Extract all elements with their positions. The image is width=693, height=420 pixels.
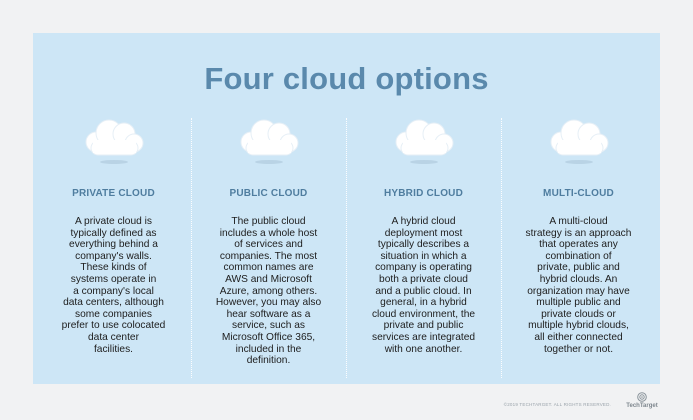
text-line: included in the [235,343,302,355]
text-line: hear software as a [226,308,311,320]
column-description [209,216,329,367]
text-line: multiple hybrid clouds, [528,320,629,332]
column-heading: PUBLIC CLOUD [229,188,308,199]
text-line: data centers, although [63,297,164,309]
column-public-cloud [191,115,346,367]
cloud-icon [236,115,302,167]
text-line: These kinds of [80,262,147,274]
text-line: organization may have [527,285,630,297]
text-line: prefer to use colocated [61,320,166,332]
text-line: that operates any [539,239,618,251]
text-line: includes a whole host [219,227,318,239]
text-line: systems operate in [70,273,157,285]
text-line: data center [88,331,139,343]
text-line: A multi-cloud [549,216,608,227]
techtarget-logo-icon [636,392,648,402]
cloud-icon [391,115,457,167]
column-hybrid-cloud [346,115,501,355]
text-line: with one another. [384,343,463,355]
text-line: deployment most [384,227,463,239]
column-heading: HYBRID CLOUD [383,188,464,199]
text-line: companies. The most [219,250,318,262]
column-private-cloud [36,115,191,355]
text-line: hybrid clouds. An [539,273,618,285]
text-line: of services and [234,239,303,251]
cloud-icon [81,115,147,167]
brand-logo [624,392,660,409]
text-line: Azure, among others. [219,285,318,297]
text-line: multiple public and [536,297,621,309]
column-multi-cloud [501,115,656,355]
text-line: combination of [545,250,612,262]
infographic-panel [33,33,660,384]
column-description [519,216,639,355]
text-line: cloud environment, the [371,308,476,320]
column-description [54,216,174,355]
copyright-notice: ©2019 TECHTARGET. ALL RIGHTS RESERVED. [503,402,611,407]
text-line: typically describes a [377,239,470,251]
text-line: situation in which a [380,250,467,262]
text-line: company is operating [375,262,472,274]
text-line: a company's local [73,285,154,297]
text-line: all either connected [534,331,623,343]
text-line: services are integrated [371,331,476,343]
text-line: and a public cloud. In [375,285,472,297]
cloud-icon [546,115,612,167]
column-description [364,216,484,355]
brand-name: TechTarget [626,403,658,409]
text-line: both a private cloud [379,273,468,285]
text-line: Microsoft Office 365, [221,331,316,343]
page-title: Four cloud options [204,61,489,96]
text-line: However, you may also [215,297,322,309]
text-line: some companies [74,308,152,320]
text-line: typically defined as [70,227,157,239]
text-line: general, in a hybrid [380,297,467,309]
text-line: The public cloud [231,216,306,227]
text-line: A private cloud is [74,216,152,227]
text-line: everything behind a [69,239,158,251]
text-line: together or not. [543,343,614,355]
text-line: private, public and [537,262,620,274]
text-line: AWS and Microsoft [225,273,312,285]
column-heading: MULTI-CLOUD [543,188,614,199]
text-line: common names are [223,262,314,274]
text-line: facilities. [93,343,134,355]
text-line: A hybrid cloud [391,216,456,227]
text-line: definition. [246,355,291,367]
text-line: service, such as [231,320,306,332]
text-line: strategy is an approach [525,227,632,239]
text-line: private and public [383,320,464,332]
text-line: private clouds or [541,308,616,320]
column-heading: PRIVATE CLOUD [72,188,155,199]
text-line: company's walls. [75,250,152,262]
